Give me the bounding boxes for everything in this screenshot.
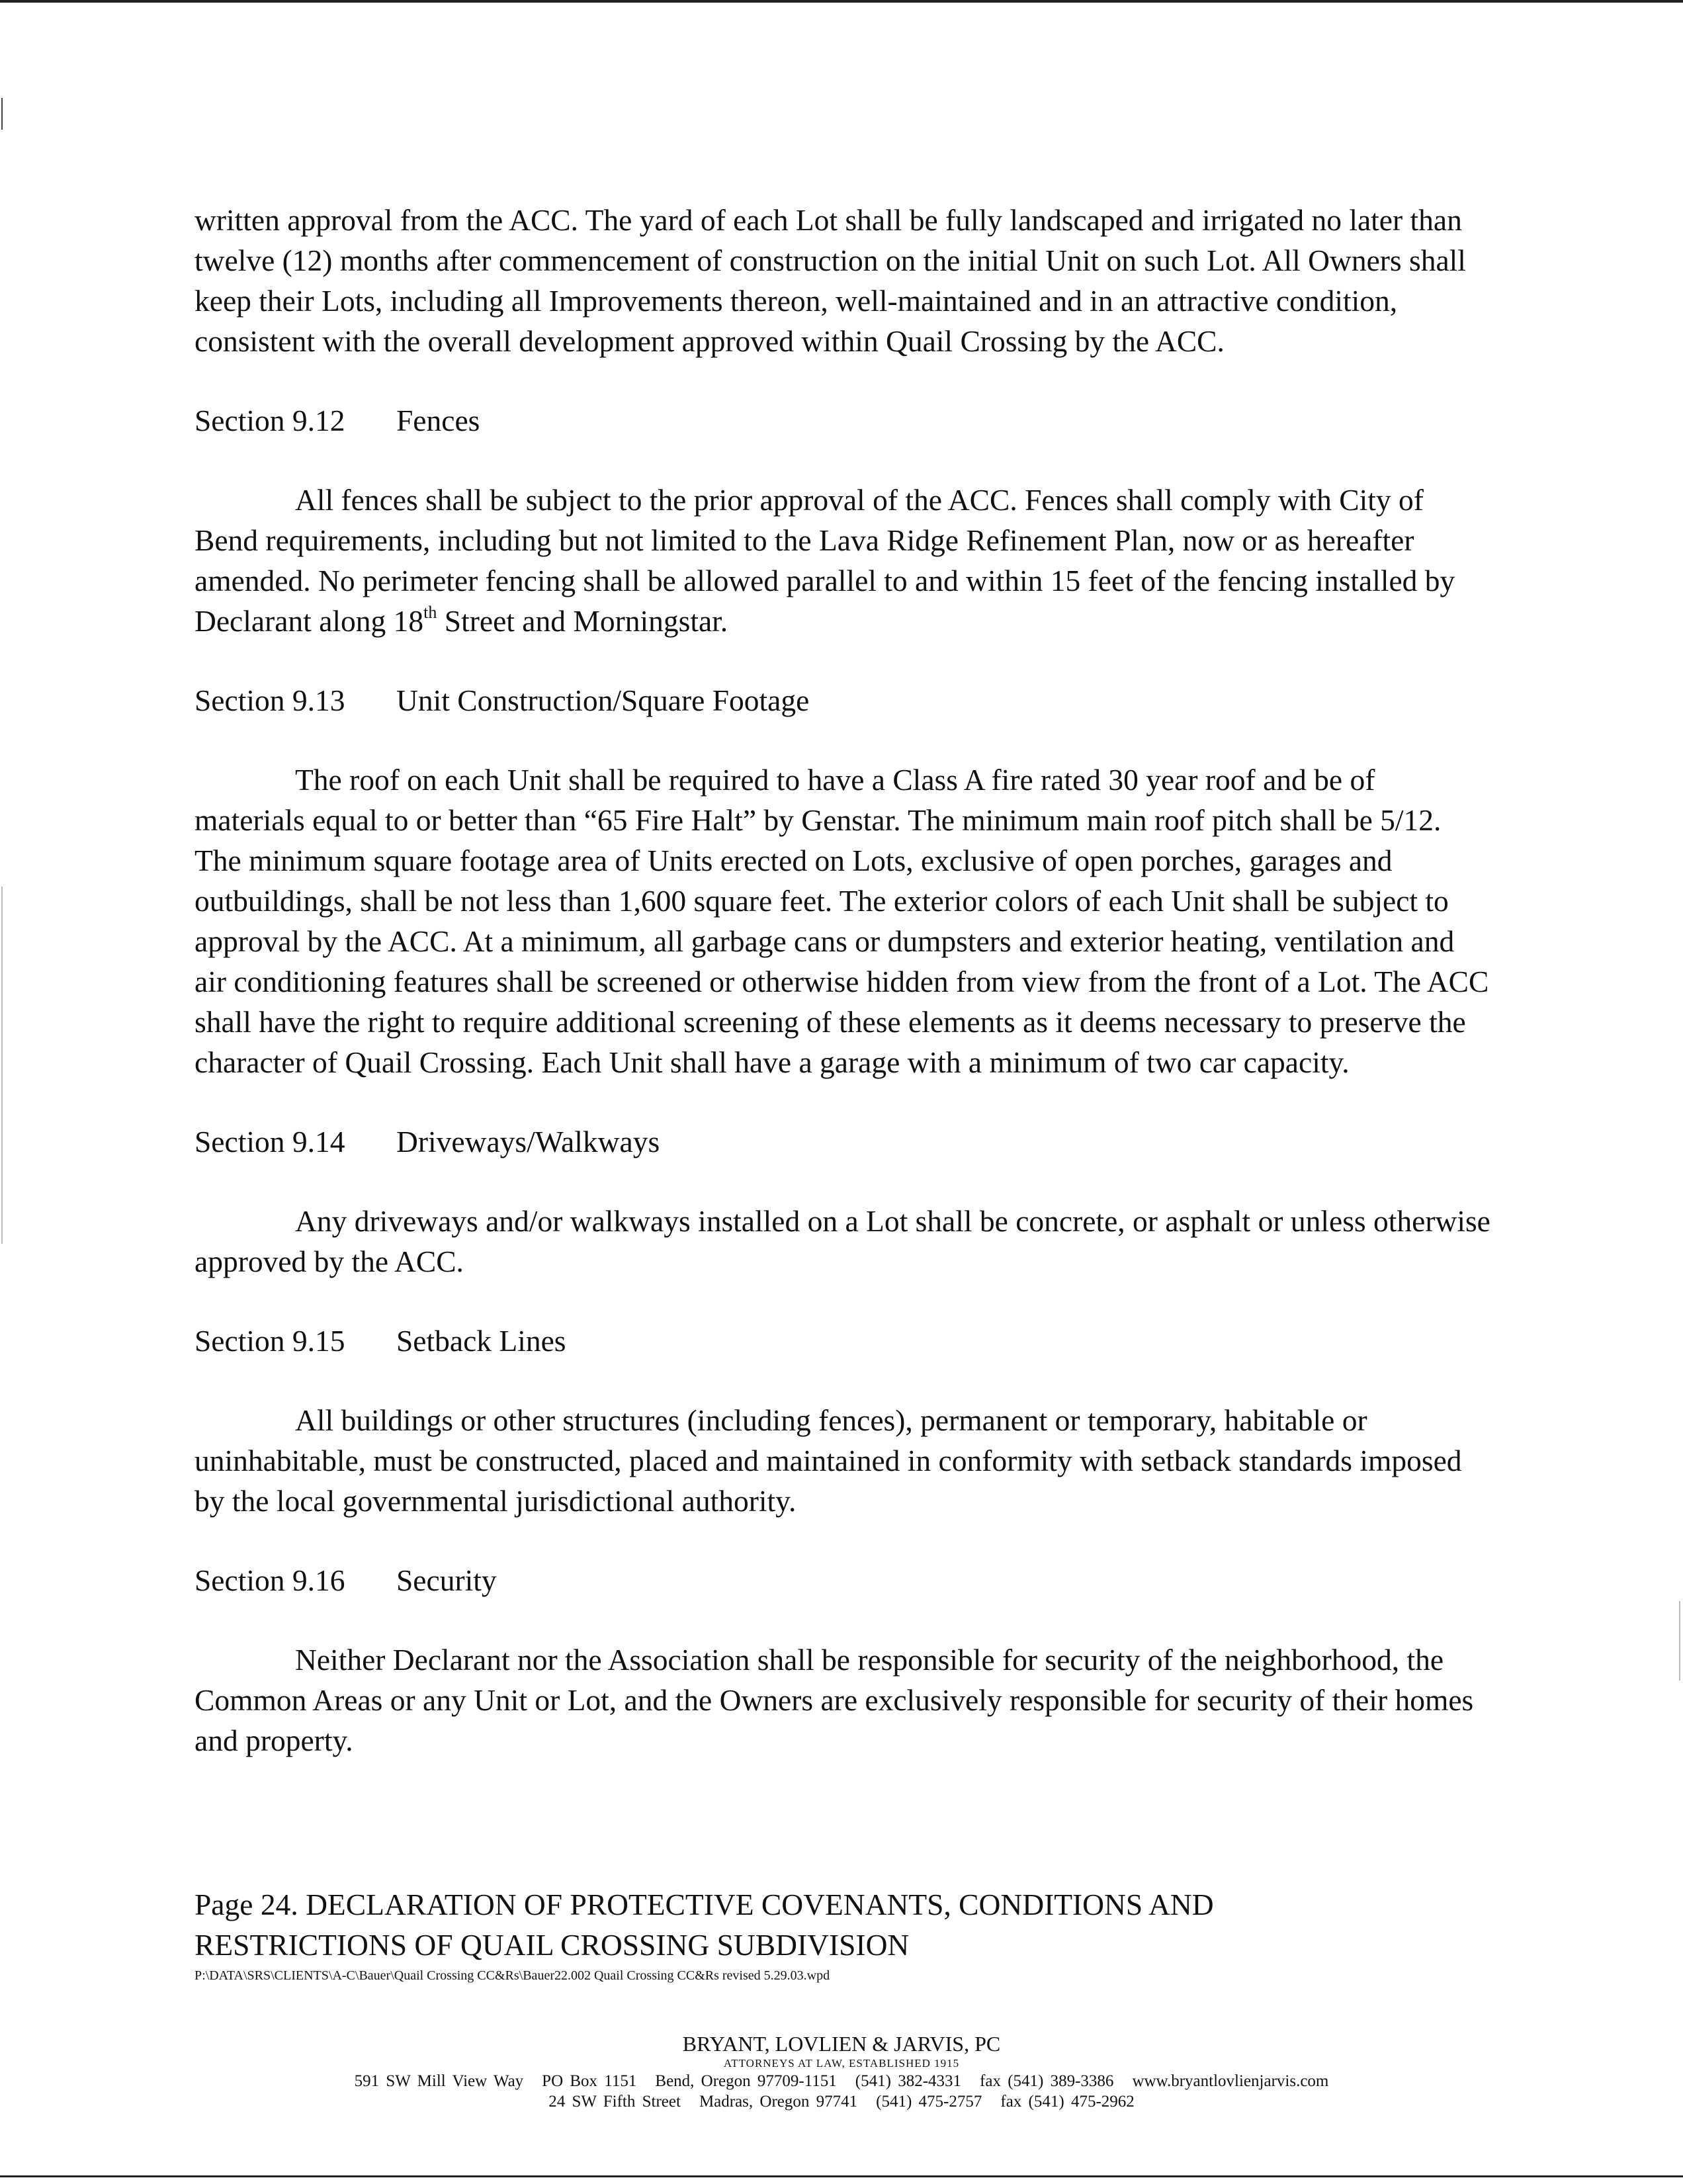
section-text-9-16: Neither Declarant nor the Association shall be responsible for security of the neighborhood, the Common Areas or any Unit or Lot, and the Owners are exclusively responsible for security of their homes and property. <box>194 1643 1474 1757</box>
document-body <box>194 200 1491 1761</box>
scan-mark-left-2 <box>1 887 3 1244</box>
madras-office-address: 24 SW Fifth Street Madras, Oregon 97741 (541) 475-2757 fax (541) 475-2962 <box>548 2093 1135 2111</box>
page-footer-title <box>194 1884 1214 1965</box>
section-heading-9-14 <box>194 1121 1491 1162</box>
section-title: Fences <box>396 404 480 437</box>
firm-name: BRYANT, LOVLIEN & JARVIS, PC <box>682 2032 1001 2056</box>
section-title: Security <box>396 1563 497 1597</box>
section-text-9-15: All buildings or other structures (including fences), permanent or temporary, habitable or uninhabitable, must be constructed, placed and maintained in conformity with setback standards imposed by the local governmental jurisdictional authority. <box>194 1403 1462 1518</box>
scan-mark-right <box>1679 1601 1680 1681</box>
section-heading-9-15 <box>194 1321 1491 1361</box>
footer-page-line-1: Page 24. DECLARATION OF PROTECTIVE COVENANTS, CONDITIONS AND <box>194 1888 1214 1921</box>
law-firm-letterhead <box>0 2031 1683 2112</box>
scan-mark-left-1 <box>1 98 3 130</box>
section-number: Section 9.13 <box>194 683 345 717</box>
intro-paragraph: written approval from the ACC. The yard of each Lot shall be fully landscaped and irrigated no later than twelve (12) months after commencement of construction on the initial Unit on such Lot. All Owners shall keep their Lots, including all Improvements thereon, well-maintained and in an attractive condition, consistent with the overall development approved within Quail Crossing by the ACC. <box>194 203 1466 358</box>
section-title: Driveways/Walkways <box>396 1125 660 1158</box>
section-number: Section 9.14 <box>194 1125 345 1158</box>
top-border-rule <box>0 0 1683 3</box>
bend-office-address: 591 SW Mill View Way PO Box 1151 Bend, Oregon 97709-1151 (541) 382-4331 fax (541) 389-3386 www.bryantlovlienjarvis.com <box>354 2072 1329 2090</box>
firm-website: www.bryantlovlienjarvis.com <box>1132 2072 1329 2090</box>
bottom-border-rule <box>0 2175 1683 2177</box>
section-text-9-14: Any driveways and/or walkways installed on a Lot shall be concrete, or asphalt or unless otherwise approved by the ACC. <box>194 1204 1490 1278</box>
footer-file-path: P:\DATA\SRS\CLIENTS\A-C\Bauer\Quail Crossing CC&Rs\Bauer22.002 Quail Crossing CC&Rs revised 5.29.03.wpd <box>194 1968 830 1983</box>
firm-tagline: ATTORNEYS AT LAW, ESTABLISHED 1915 <box>723 2057 960 2070</box>
section-text-9-13: The roof on each Unit shall be required to have a Class A fire rated 30 year roof and be of materials equal to or better than “65 Fire Halt” by Genstar. The minimum main roof pitch shall be 5/12. The minimum square footage area of Units erected on Lots, exclusive of open porches, garages and outbuildings, shall be not less than 1,600 square feet. The exterior colors of each Unit shall be subject to approval by the ACC. At a minimum, all garbage cans or dumpsters and exterior heating, ventilation and air conditioning features shall be screened or otherwise hidden from view from the front of a Lot. The ACC shall have the right to require additional screening of these elements as it deems necessary to preserve the character of Quail Crossing. Each Unit shall have a garage with a minimum of two car capacity. <box>194 763 1489 1079</box>
section-number: Section 9.15 <box>194 1324 345 1358</box>
section-heading-9-13 <box>194 680 1491 721</box>
section-heading-9-12 <box>194 400 1491 441</box>
footer-page-line-2: RESTRICTIONS OF QUAIL CROSSING SUBDIVISION <box>194 1928 910 1962</box>
section-title: Setback Lines <box>396 1324 566 1358</box>
section-title: Unit Construction/Square Footage <box>396 683 810 717</box>
section-number: Section 9.12 <box>194 404 345 437</box>
section-number: Section 9.16 <box>194 1563 345 1597</box>
ordinal-superscript: th <box>423 602 437 622</box>
section-text-9-12: All fences shall be subject to the prior approval of the ACC. Fences shall comply with City of Bend requirements, including but not limited to the Lava Ridge Refinement Plan, now or as hereafter amended. No perimeter fencing shall be allowed parallel to and within 15 feet of the fencing installed by Declarant along 18th Street and Morningstar. <box>194 483 1455 638</box>
section-heading-9-16 <box>194 1560 1491 1600</box>
